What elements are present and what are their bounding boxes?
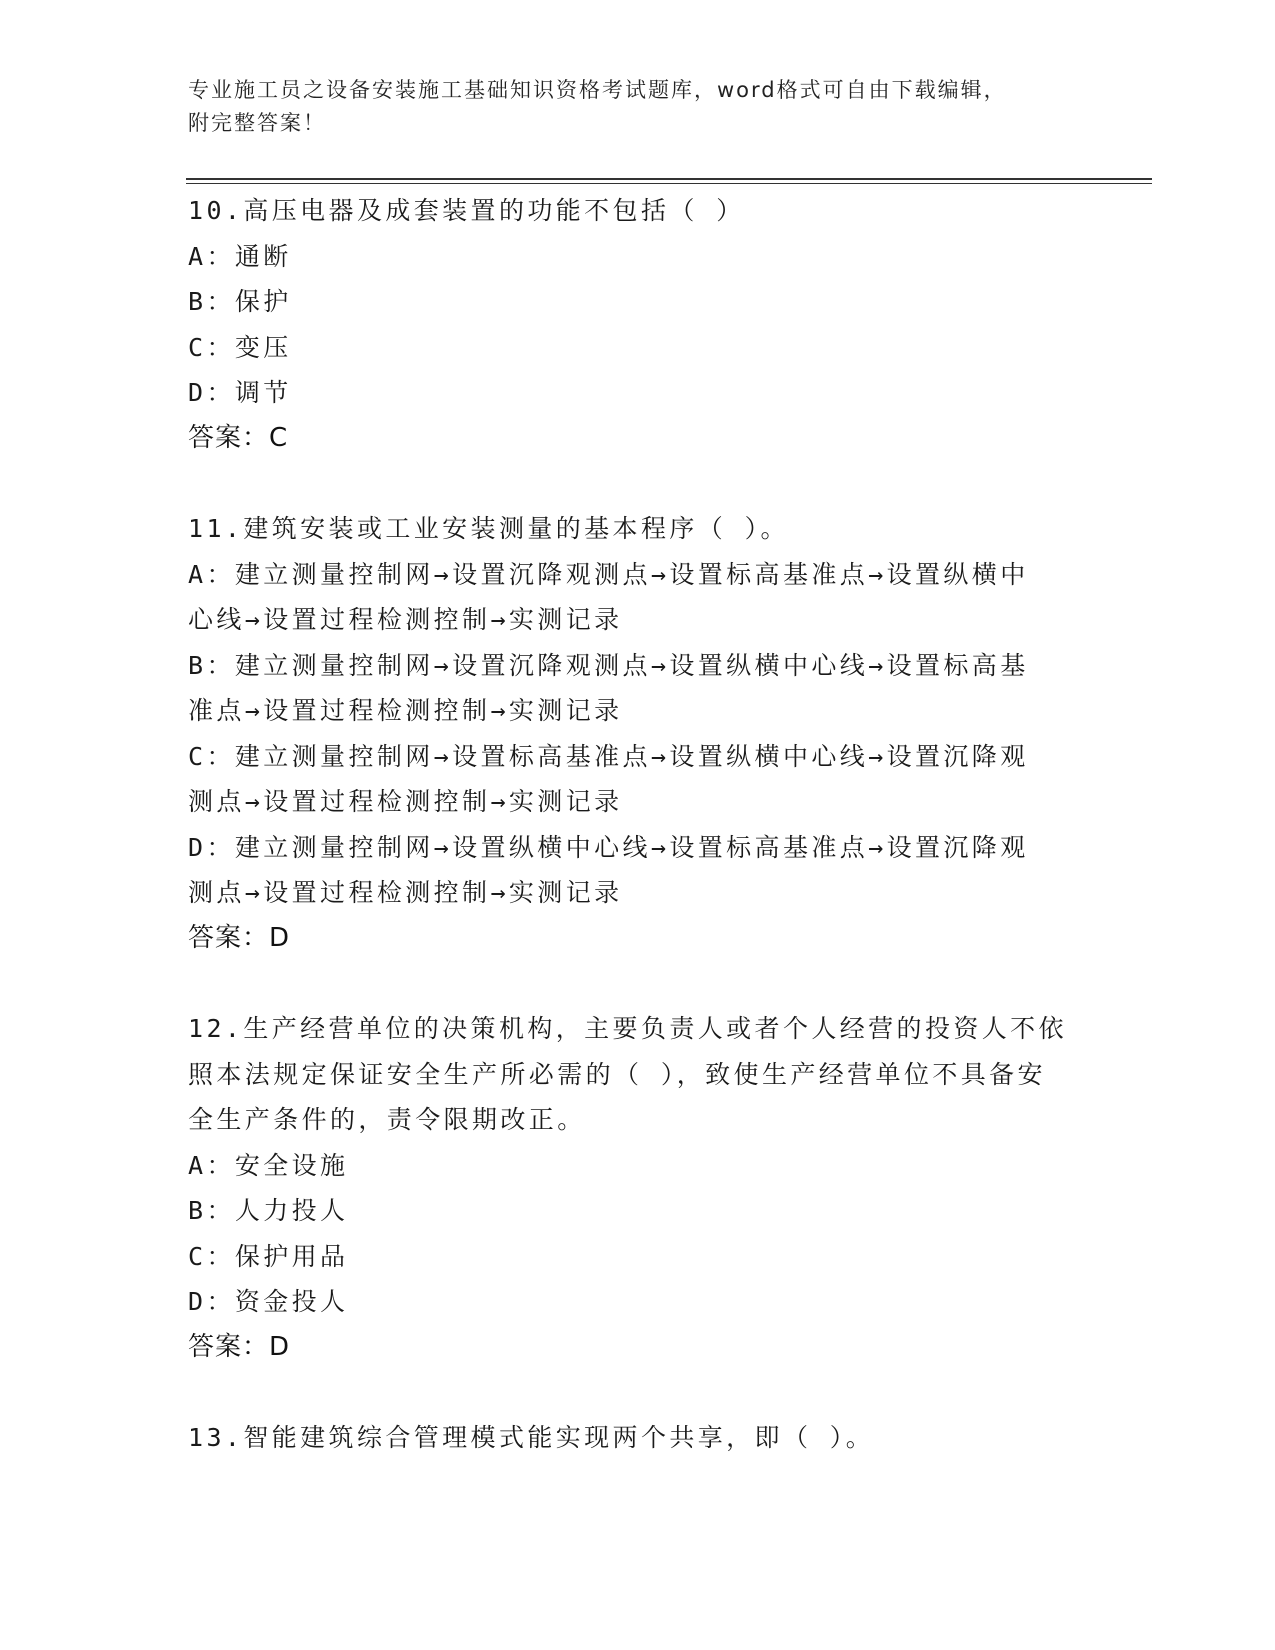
- option-a: A：安全设施: [188, 1150, 349, 1180]
- option-c-line-1: C：建立测量控制网→设置标高基准点→设置纵横中心线→设置沉降观: [188, 741, 1029, 771]
- answer-line: 答案：D: [188, 922, 291, 953]
- option-b-line-2: 准点→设置过程检测控制→实测记录: [188, 696, 623, 725]
- question-stem-line-1: 12.生产经营单位的决策机构，主要负责人或者个人经营的投资人不依: [188, 1014, 1067, 1043]
- option-a: A：通断: [188, 241, 292, 271]
- question-stem: 10.高压电器及成套装置的功能不包括（ ）: [188, 196, 745, 225]
- option-b: B：保护: [188, 287, 292, 316]
- option-c: C：保护用品: [188, 1241, 349, 1271]
- option-d-line-2: 测点→设置过程检测控制→实测记录: [188, 878, 623, 907]
- question-13: [188, 1415, 1088, 1461]
- option-b-line-1: B：建立测量控制网→设置沉降观测点→设置纵横中心线→设置标高基: [188, 650, 1029, 680]
- option-d: D：资金投人: [188, 1287, 349, 1316]
- question-stem: 11.建筑安装或工业安装测量的基本程序（ ）。: [188, 514, 789, 543]
- option-c: C：变压: [188, 332, 292, 362]
- option-b: B：人力投人: [188, 1196, 349, 1225]
- spacer: [188, 1370, 1088, 1415]
- document-header: [188, 74, 1068, 140]
- option-a-line-2: 心线→设置过程检测控制→实测记录: [188, 605, 623, 634]
- answer-line: 答案：C: [188, 422, 289, 453]
- question-list: [188, 188, 1088, 1461]
- question-11: [188, 506, 1088, 961]
- option-d-line-1: D：建立测量控制网→设置纵横中心线→设置标高基准点→设置沉降观: [188, 832, 1029, 862]
- question-10: [188, 188, 1088, 461]
- answer-line: 答案：D: [188, 1331, 291, 1362]
- option-c-line-2: 测点→设置过程检测控制→实测记录: [188, 787, 623, 816]
- spacer: [188, 461, 1088, 506]
- header-divider-thick: [186, 178, 1152, 180]
- question-stem: 13.智能建筑综合管理模式能实现两个共享，即（ ）。: [188, 1423, 875, 1452]
- header-divider-thin: [186, 183, 1152, 184]
- spacer: [188, 961, 1088, 1006]
- question-stem-line-2: 照本法规定保证安全生产所必需的（ ），致使生产经营单位不具备安: [188, 1059, 1046, 1089]
- question-12: [188, 1006, 1088, 1370]
- header-line-1: 专业施工员之设备安装施工基础知识资格考试题库，word格式可自由下载编辑，: [188, 78, 1007, 102]
- option-d: D：调节: [188, 378, 292, 407]
- option-a-line-1: A：建立测量控制网→设置沉降观测点→设置标高基准点→设置纵横中: [188, 559, 1029, 589]
- question-stem-line-3: 全生产条件的，责令限期改正。: [188, 1105, 586, 1134]
- header-line-2: 附完整答案！: [188, 111, 326, 135]
